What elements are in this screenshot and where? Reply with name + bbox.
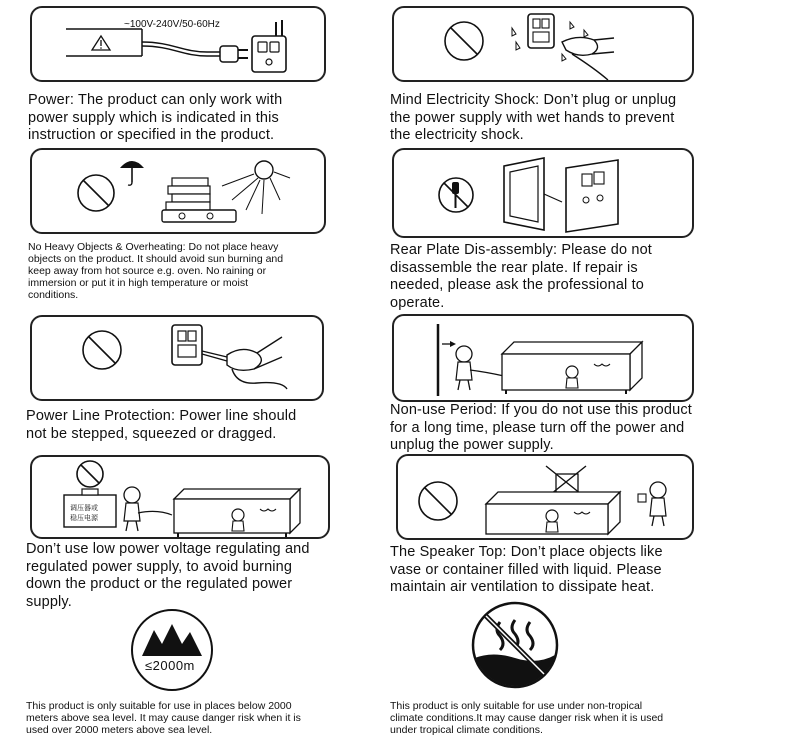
rear-plate-caption: Rear Plate Dis-assembly: Please do not disassemble the rear plate. If repair is needed, please ask the professional to operate.: [390, 242, 652, 311]
person-icon: [124, 487, 172, 531]
power-line-panel: [30, 315, 324, 401]
regulator-text-2: 稳压电源: [70, 515, 98, 522]
regulator-text-1: 调压器或: [70, 505, 98, 512]
no-screwdriver-icon: [439, 178, 473, 212]
person-icon: [456, 346, 504, 390]
heavy-objects-caption: No Heavy Objects & Overheating: Do not place heavy objects on the product. It should avoid sun burning and keep away from hot source e.g. oven. No raining or immersion or put it in high temperature or moist conditions.: [28, 241, 284, 301]
prohibited-icon: [77, 461, 103, 487]
non-use-caption: Non-use Period: If you do not use this product for a long time, please turn off the power and unplug the power supply.: [390, 402, 692, 453]
non-use-panel: [392, 314, 694, 402]
low-power-illustration: [32, 457, 332, 541]
socket-icon: [528, 14, 554, 48]
power-caption: Power: The product can only work with power supply which is indicated in this instruction or specified in the product.: [28, 92, 283, 143]
speaker-frame-icon: [504, 158, 544, 230]
shock-caption: Mind Electricity Shock: Don’t plug or unplug the power supply with wet hands to prevent the electricity shock.: [390, 92, 677, 143]
low-power-panel: [30, 455, 330, 539]
no-tropical-icon: [470, 600, 560, 690]
shock-panel: [392, 6, 694, 82]
person-icon: [638, 482, 666, 526]
non-use-illustration: [394, 316, 696, 404]
prohibited-icon: [445, 22, 483, 60]
prohibited-icon: [419, 482, 457, 520]
wet-hand-icon: [562, 37, 614, 80]
speaker-top-panel: [396, 454, 694, 540]
warning-triangle-icon: [92, 36, 110, 50]
sun-icon: [222, 161, 290, 214]
altitude-symbol: [130, 608, 214, 692]
pulling-hand-icon: [202, 337, 287, 389]
power-panel: [30, 6, 326, 82]
small-person-icon: [232, 509, 244, 531]
rear-plate-icon: [566, 160, 618, 232]
rear-plate-illustration: [394, 150, 696, 240]
tropical-caption: This product is only suitable for use under non-tropical climate conditions.It may cause danger risk when it is used under tropical climate conditions.: [390, 700, 664, 736]
power-line-caption: Power Line Protection: Power line should not be stepped, squeezed or dragged.: [26, 408, 297, 442]
heavy-objects-illustration: [32, 150, 328, 236]
socket-icon: [252, 20, 286, 72]
prohibited-icon: [83, 331, 121, 369]
low-power-caption: Don’t use low power voltage regulating and regulated power supply, to avoid burning down the product or the regulated power supply.: [26, 541, 310, 610]
voltage-label: ~100V-240V/50-60Hz: [124, 19, 220, 30]
shock-illustration: [394, 8, 696, 84]
heavy-objects-panel: [30, 148, 326, 234]
altitude-caption: This product is only suitable for use in places below 2000 meters above sea level. It may cause danger risk when it is used over 2000 meters above sea level.: [26, 700, 301, 736]
tropical-symbol: [470, 600, 560, 690]
small-person-icon: [546, 510, 558, 532]
socket-icon: [172, 325, 202, 365]
mountain-icon: [130, 608, 214, 692]
altitude-label: ≤2000m: [145, 658, 195, 673]
umbrella-icon: [120, 161, 144, 185]
small-person-icon: [566, 366, 578, 388]
plug-icon: [220, 46, 248, 62]
speaker-top-illustration: [398, 456, 696, 542]
speaker-top-caption: The Speaker Top: Don’t place objects like vase or container filled with liquid. Please maintain air ventilation to dissipate heat.: [390, 544, 663, 595]
power-line-illustration: [32, 317, 326, 403]
prohibited-icon: [78, 175, 114, 211]
rear-plate-panel: [392, 148, 694, 238]
